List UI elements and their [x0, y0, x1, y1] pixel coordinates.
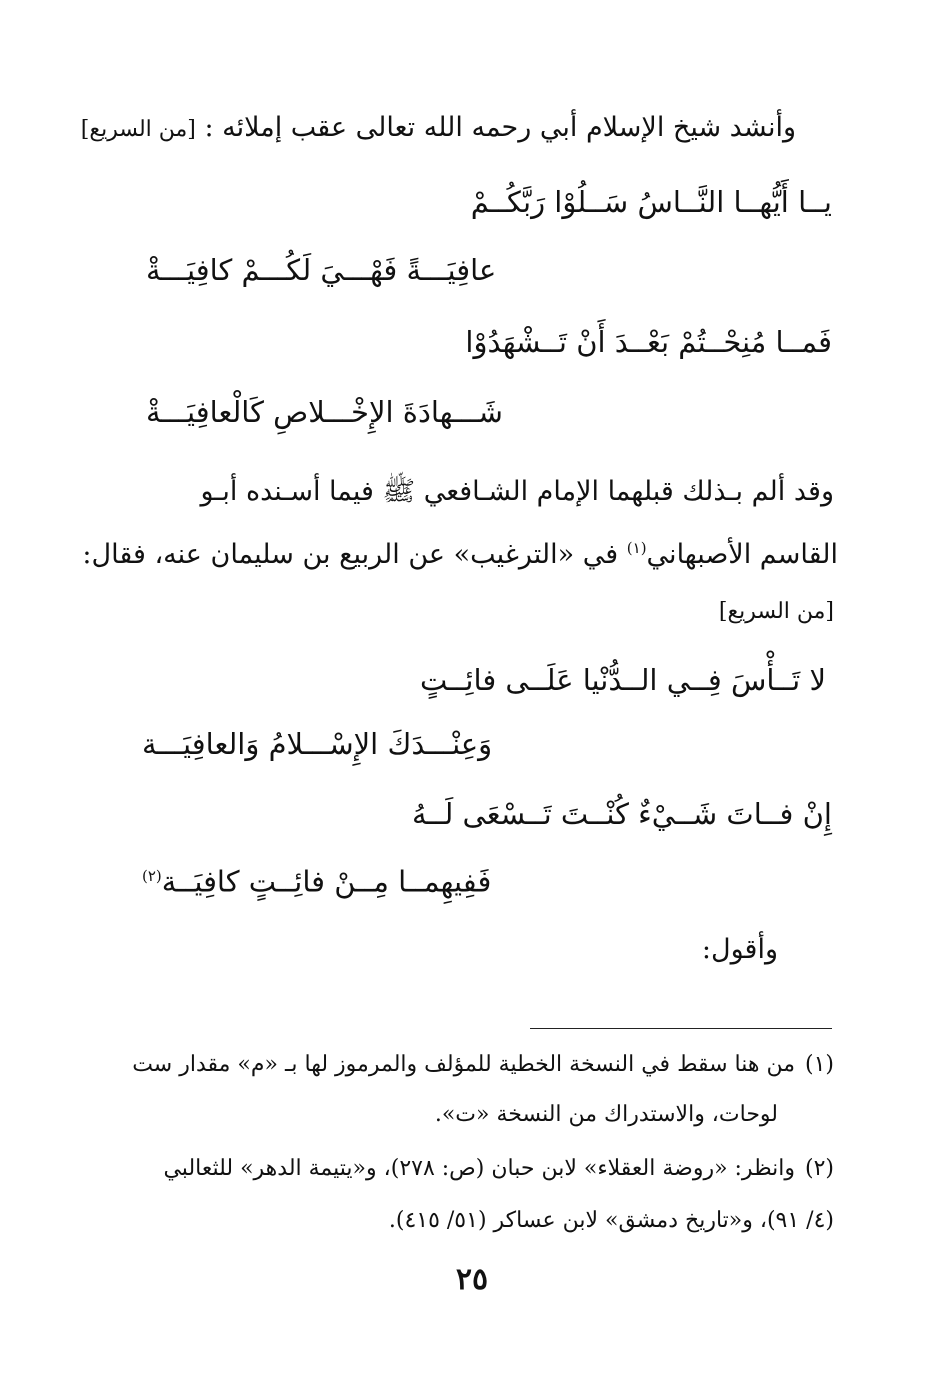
poem2-verse-4: [142, 856, 491, 902]
footnote-2-number: (٢): [804, 1156, 834, 1181]
footnote-1-line-1: [132, 1048, 834, 1082]
paragraph-line-2: [82, 528, 838, 575]
poem2-verse-4-text: فَفِيهِمــا مِــنْ فائِــتٍ كافِيَــة: [161, 864, 492, 899]
footnote-2-line-2: (٤/ ٩١)، و«تاريخ دمشق» لابن عساكر (٥١/ ٤١٥).: [388, 1208, 834, 1233]
poem2-verse-1: لا تَــأْسَ فِــي الــدُّنْيا عَلَــى فائِــتٍ: [419, 663, 826, 697]
paragraph-line-1: وقد ألم بـذلك قبلهما الإمام الشـافعي ﷺ فيما أسـنده أبـو: [200, 476, 834, 507]
poem1-verse-1: يــا أَيُّهــا النَّــاسُ سَــلُوْا رَبَّكُــمْ: [470, 185, 832, 219]
closing-line: وأقول:: [701, 934, 778, 965]
footnote-1-number: (١): [804, 1052, 834, 1077]
footnote-1-line-2: لوحات، والاستدراك من النسخة «ت».: [434, 1102, 778, 1127]
paragraph-line-2-end: في «الترغيب» عن الربيع بن سليمان عنه، فقال:: [82, 539, 627, 570]
footnote-1-text-1: من هنا سقط في النسخة الخطية للمؤلف والمرموز لها بـ «م» مقدار ست: [132, 1052, 795, 1077]
footnote-2-text-1: وانظر: «روضة العقلاء» لابن حبان (ص: ٢٧٨)، و«يتيمة الدهر» للثعالبي: [163, 1156, 795, 1181]
paragraph-meter: [من السريع]: [718, 599, 834, 624]
page-number: ٢٥: [455, 1262, 489, 1297]
footnote-2-line-1: [163, 1152, 834, 1186]
poem2-verse-3: إِنْ فــاتَ شَــيْءٌ كُنْــتَ تَــسْعَى لَــهُ: [411, 797, 832, 831]
poem1-verse-2: عافِيَـــةً فَهْـــيَ لَكُـــمْ كافِيَـــةْ: [146, 253, 497, 287]
intro-text: وأنشد شيخ الإسلام أبي رحمه الله تعالى عقب إملائه :: [195, 112, 796, 143]
poem1-verse-4: شَـــهادَةَ الإِخْـــلاصِ كَالْعافِيَـــةْ: [146, 395, 503, 429]
poem1-verse-3: فَمــا مُنِحْــتُمْ بَعْــدَ أَنْ تَــشْهَدُوْا: [465, 325, 832, 359]
intro-line: [81, 108, 796, 150]
footnote-ref-2[interactable]: (٢): [142, 867, 162, 885]
footnote-ref-1[interactable]: (١): [626, 539, 647, 557]
footnote-divider: [530, 1028, 832, 1029]
paragraph-line-2-start: القاسم الأصبهاني: [646, 539, 838, 570]
intro-meter: [من السريع]: [80, 117, 196, 142]
poem2-verse-2: وَعِنْـــدَكَ الإِسْـــلامُ وَالعافِيَـــة: [142, 727, 493, 761]
